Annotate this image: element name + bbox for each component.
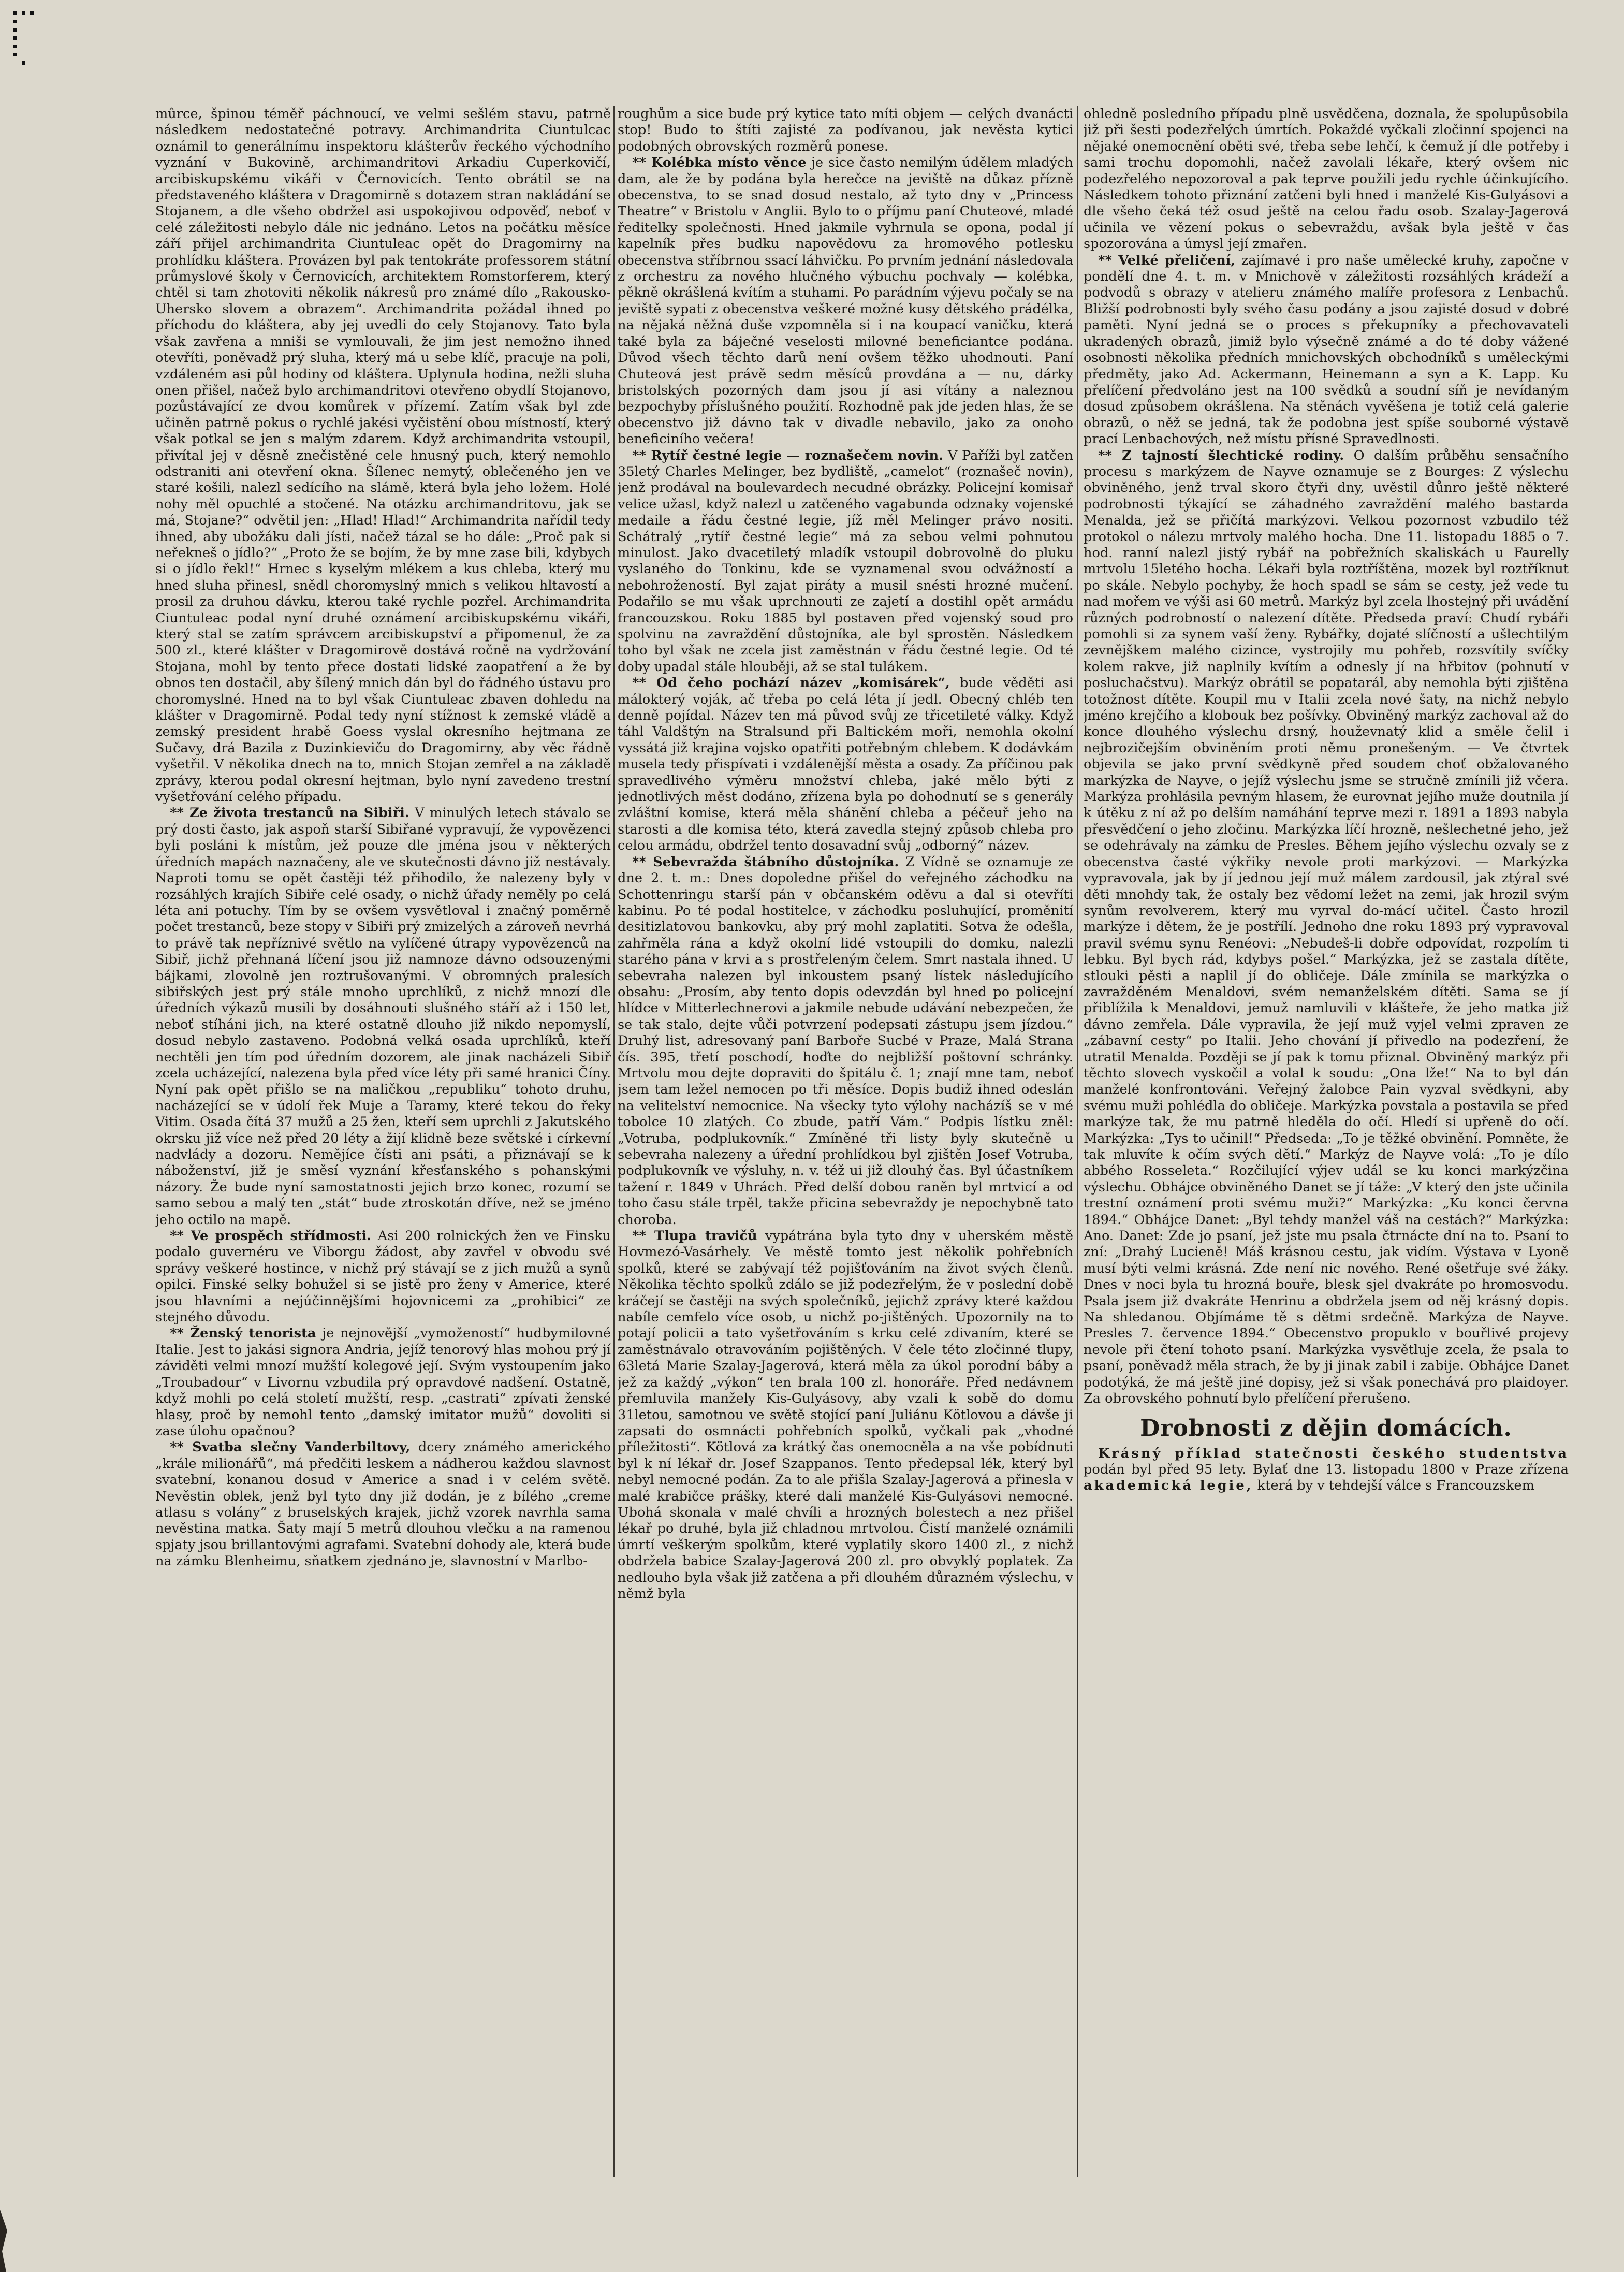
column-1 — [155, 106, 611, 2177]
corner-registration-marks — [13, 11, 60, 68]
article-body: podán byl před 95 lety. Bylať dne 13. listopadu 1800 v Praze zřízena — [1084, 1461, 1569, 1477]
heading-text: Kolébka místo věnce — [651, 155, 807, 171]
heading-text: Od čeho pochází název „komisárek“, — [656, 675, 950, 691]
article-continuation: ohledně posledního případu plně usvědčena, doznala, že spolupůsobila již při šesti podezřelých úmrtích. Pokaždé vyčkali zločinní spojenci na nějaké onemocnění oběti své, třeba sebe lehčí, k čemuž jí dle potřeby i sami trochu dopomohli, načež zavolali lékaře, který ovšem nic podezřelého nepozoroval a pak teprve použili jedu rychle účinkujícího. Následkem tohoto přiznání zatčeni byli hned i manželé Kis-Gulyásovi a dle všeho čeká též osud ještě na celou řadu osob. Szalay-Jagerová učinila ve vězení pokus o sebevraždu, avšak byla ještě v čas spozorována a úmysl její zmařen. — [1084, 106, 1569, 252]
article-heading: ** Svatba slečny Vanderbiltovy, — [170, 1439, 411, 1455]
article-heading: ** Kolébka místo věnce — [632, 155, 807, 171]
heading-text: Rytíř čestné legie — roznašečem novin. — [651, 447, 944, 463]
section-title: Drobnosti z dějin domácích. — [1140, 1415, 1512, 1441]
article-female-tenor — [155, 1326, 611, 1439]
article-heading: ** Ženský tenorista — [170, 1326, 316, 1342]
article-body: je nejnovější „vymožeností“ hudbymilovné Italie. Jest to jakási signora Andria, jejíž tenorový hlas mohou prý jí záviděti velmi mnozí mužští kolegové její. Svým vystoupením jako „Troubadour“ v Livornu vzbudila prý opravdové nadšení. Ostatně, když mohli po celá století mužští, resp. „castrati“ zpívati ženské hlasy, proč by nemohl tento „damský imitator mužů“ dovoliti si zase úlohu opačnou? — [155, 1326, 611, 1439]
column-divider — [1077, 106, 1078, 2177]
spaced-text: akademická legie, — [1084, 1478, 1253, 1494]
article-heading: ** Ze života trestanců na Sibiři. — [170, 805, 409, 821]
column-3 — [1084, 106, 1569, 2177]
article-heading: ** Od čeho pochází název „komisárek“, — [632, 675, 950, 691]
article-komisarek — [618, 675, 1073, 854]
article-body: dcery známého amerického „krále milionářů“, má předčiti leskem a nádherou každou slavnost svatební, konanou dosud v Americe a snad i v celém světě. Nevěstin oblek, jenž byl tyto dny již dodán, je z bílého „creme atlasu s volány“ z bruselských krajek, jichž vzorek navrhla sama nevěstina matka. Šaty mají 5 metrů dlouhou vlečku a na ramenou spjaty jsou brillantovými agrafami. Svatební dohody ale, která bude na zámku Blenheimu, sňatkem zjednáno je, slavnostní v Marlbo- — [155, 1439, 611, 1569]
article-noble-family — [1084, 448, 1569, 1407]
article-poisoners — [618, 1228, 1073, 1602]
heading-text: Z tajností šlechtické rodiny. — [1122, 447, 1344, 463]
article-vanderbilt-wedding — [155, 1439, 611, 1569]
column-2 — [618, 106, 1073, 2177]
article-body: vypátrána byla tyto dny v uherském městě Hovmezó-Vasárhely. Ve městě tomto jest několik pohřebních spolků, které se zabývají též pojišťováním na život svých členů. Několika těchto spolků zdálo se již podezřelým, že v poslední době kráčejí se častěji na svých společníků, jejichž zprávy které každou nabíle cemfelo více osob, u nichž po-jištěných. Upozornily na to potají policii a tato vyšetřováním s krku celé zdivaním, které se zaměstnávalo otravováním pojištěných. V čele této zločinné tlupy, 63letá Marie Szalay-Jagerová, která měla za úkol porodní báby a jež za každý „výkon“ ten brala 100 zl. honoráře. Před nedávnem přemluvila manžely Kis-Gulyásovy, aby vzali k sobě do domu 31letou, samotnou ve světě stojící paní Juliánu Kötlovou a dávše ji zapsati do osmnácti pohřebních spolků, vyčkali pak „vhodné příležitosti“. Kötlová za krátký čas onemocněla a na vše pobídnuti byl k ní lékař dr. Josef Szappanos. Tento předepsal lék, který byl nebyl nemocné podán. Za to ale přišla Szalay-Jagerová a přinesla v malé krabičce prášky, které dali manželé Kis-Gulyásovi nemocné. Ubohá skonala v malé chvíli a hrozných bolestech a nez přišel lékař po druhé, byla již chladnou mrtvolou. Čistí manželé oznámili úmrtí veškerým spolkům, které vyplatily skoro 1400 zl., z nichž obdržela babice Szalay-Jagerová 200 zl. pro obvyklý poplatek. Za nedlouho byla však již zatčena a při dlouhém důrazném výslechu, v němž byla — [618, 1228, 1073, 1601]
article-heading: ** Tlupa travičů — [632, 1228, 757, 1244]
article-body: je sice často nemilým údělem mladých dam, ale že by podána byla herečce na jeviště na důkaz přízně obecenstva, to se snad dosud nestalo, až tyto dny v „Princess Theatre“ v Bristolu v Anglii. Bylo to o příjmu paní Chuteové, mladé ředitelky společnosti. Hned jakmile vyhrnula se opona, podal jí kapelník přes budku napovědovu za hromového potlesku obecenstva stříbrnou ssací láhvičku. Po prvním jednání následovala z orchestru za nového hlučného výbuchu pochvaly — kolébka, pěkně okrášlená kvítím a stuhami. Po parádním výjevu počaly se na jeviště sypati z obecenstva veškeré možné kusy dětského prádélka, na nějaká něžná duše vzpomněla si i na koupací vaničku, která také byla za báječné veselosti milovné beneficiantce podána. Důvod všech těchto darů není ovšem těžko uhodnouti. Paní Chuteová jest právě sedm měsíců provdána a — nu, dárky bristolských pozorných dam jsou jí asi vítány a naleznou bezpochyby příslušného použití. Rozhodně pak jde jeden hlas, že se obecenstvo již dávno tak v divadle nebavilo, jako za onoho beneficiního večera! — [618, 155, 1073, 447]
article-heading: ** Z tajností šlechtické rodiny. — [1098, 447, 1344, 463]
article-body: V minulých letech stávalo se prý dosti často, jak aspoň starší Sibiřané vypravují, že vypovězenci byli posláni k místům, jež pouze dle jména jsou v některých úředních mapách naznačeny, ale ve skutečnosti dávno již nestávaly. Naproti tomu se opět častěji též přihodilo, že nalezeny byly v rozsáhlých krajích Sibiře celé osady, o nichž úřady neměly po celá léta ani potuchy. Tím by se ovšem vysvětloval i značný poměrně počet trestanců, beze stopy v Sibiři prý zmizelých a zároveň nevrhá to právě tak nepříznivé světlo na vylíčené útrapy vypovězenců na Sibiř, jichž přehnaná líčení jsou již namnoze dávno odsouzenými bájkami, zlovolně jen roztrušovanými. V obromných pralesích sibiřských jest prý stále mnoho uprchlíků, z nichž mnozí dle úředních výkazů musili by dosáhnouti slušného stáří až i 150 let, neboť stíháni jich, na které ostatně dlouho již nikdo nepomyslí, dosud nebylo zastaveno. Podobná velká osada uprchlíků, kteří nechtěli jen tím pod úředním dozorem, ale jinak nacházeli Sibiř zcela ucházející, nalezena byla před více léty při samé hranici Číny. Nyní pak opět přišlo se na maličkou „republiku“ tohoto druhu, nacházející se v údolí řek Muje a Taramy, které tekou do řeky Vitim. Osada čítá 37 mužů a 25 žen, kteří sem uprchli z Jakutského okrsku již více než před 20 léty a žijí klidně beze světské i církevní nadvlády a dozoru. Nemějíce čísti ani psáti, a přiznávají se k náboženství, již je směsí vyznání křesťanského s pohanskými názory. Že bude nyní samostatnosti jejich brzo konec, rozumí se samo sebou a malý ten „stát“ bude ztroskotán dříve, než se jméno jeho octilo na mapě. — [155, 805, 611, 1228]
article-cradle — [618, 155, 1073, 447]
article-body: Asi 200 rolnických žen ve Finsku podalo guvernéru ve Viborgu žádost, aby zavřel v obvodu své správy veškeré hostince, v nichž prý stávají se z jich mužů a synů opilci. Finské selky bohužel si se jistě pro ženy v Americe, které jsou hlavními a nejúčinnějšími hojovnicemi za „prohibici“ ze stejného důvodu. — [155, 1228, 611, 1326]
article-knight-legion — [618, 448, 1073, 676]
article-heading: ** Ve prospěch střídmosti. — [170, 1228, 371, 1244]
article-temperance — [155, 1228, 611, 1326]
article-officer-suicide — [618, 854, 1073, 1228]
heading-text: Ve prospěch střídmosti. — [191, 1228, 371, 1244]
article-body: zajímavé i pro naše umělecké kruhy, započne v pondělí dne 4. t. m. v Mnichově v záležitosti rozsáhlých krádeží a podvodů s obrazy v atelieru známého malíře profesora z Lenbachů. Bližší podrobnosti byly svého času podány a jsou zajisté dosud v dobré paměti. Nyní jedná se o proces s překupníky a přechovavateli ukradených obrazů, jimiž bylo výsečně známé a do té doby vážené osobnosti několika předních mnichovských obchodníků s uměleckými předměty, jako Ad. Ackermann, Heinemann a syn a K. Lapp. Ku přelíčení předvoláno jest na 100 svědků a soudní síň je nevídaným dosud způsobem okrášlena. Na stěnách vyvěšena je totiž celá galerie obrazů, o něž se jedná, tak že podobna jest spíše souborné výstavě prací Lenbachových, než místu přísné Spravedlnosti. — [1084, 252, 1569, 447]
article-munich-trial — [1084, 253, 1569, 448]
page-edge-mark — [0, 2210, 10, 2272]
article-continuation: mûrce, špinou téměř páchnoucí, ve velmi sešlém stavu, patrně následkem nedostatečné potravy. Archimandrita Ciuntulcac oznámil to generálnímu inspektoru klášterův řeckého východního vyznání v Bukovině, archimandritovi Arkadiu Cuperkovičí, arcibiskupskému vikáři v Černovicích. Tento obrátil se na představeného kláštera v Dragomirně s dotazem stran nakládání se Stojanem, a dle všeho obdržel asi uspokojivou odpověď, neboť v celé záležitosti nebylo dále nic jednáno. Letos na počátku měsíce září přijel archimandrita Ciuntuleac opět do Dragomirny na prohlídku kláštera. Provázen byl pak tentokráte professorem státní průmyslové školy v Černovicích, architektem Romstorferem, který chtěl si tam zhotoviti několik nákresů pro známé dílo „Rakousko-Uhersko slovem a obrazem“. Archimandrita požádal ihned po příchodu do kláštera, aby jej uvedli do cely Stojanovy. Tato byla však zavřena a mniši se vymlouvali, že jim jest nemožno ihned otevříti, poněvadž prý sluha, který má u sebe klíč, pracuje na poli, vzdáleném asi půl hodiny od kláštera. Uplynula hodina, nežli sluha onen přišel, načež bylo archimandritovi otevřeno obydlí Stojanovo, pozůstávající ze dvou komůrek v přízemí. Zatím však byl zde učiněn patrně pokus o rychlé jakési vyčistění obou místností, který však potkal se jen s malým zdarem. Když archimandrita vstoupil, přivítal jej v děsně znečistěné cele hnusný puch, který nemohlo odstraniti ani otevření okna. Šílenec nemytý, oblečeného jen ve staré košili, nalezl sedícího na slámě, která byla jeho ložem. Holé nohy měl opuchlé a stočené. Na otázku archimandritovu, jak se má, Stojane?“ odvětil jen: „Hlad! Hlad!“ Archimandrita nařídil tedy ihned, aby ubožáku dali jísti, načež tázal se ho dále: „Proč pak si neřekneš o jídlo?“ „Proto že se bojím, že by mne zase bili, kdybych si o jídlo řekl!“ Hrnec s kyselým mlékem a kus chleba, který mu hned sluha přinesl, snědl choromyslný mnich s velikou hltavostí a prosil za druhou dávku, kterou také rychle pozřel. Archimandrita Ciuntuleac podal nyní druhé oznámení arcibiskupskému vikáři, který stal se zatím správcem arcibiskupství a připomenul, že za 500 zl., které klášter v Dragomirově dostává ročně na vydržování Stojana, mohl by tento přece dostati lidské zaopatření a že by obnos ten dostačil, aby šílený mnich dán byl do řádného ústavu pro choromyslné. Hned na to byl však Ciuntuleac zbaven dohledu na klášter v Dragomirně. Podal tedy nyní stížnost k zemské vládě a zemský president hrabě Goess vyslal okresního hejtmana ze Sučavy, drá Bazila z Duzinkieviču do Dragomirny, aby věc řádně vyšetřil. V několika dnech na to, mnich Stojan zemřel a na základě zprávy, kterou podal okresní hejtman, bylo nyní zavedeno trestní vyšetřování celého případu. — [155, 106, 611, 805]
article-body: která by v tehdejší válce s Francouzskem — [1257, 1478, 1534, 1494]
article-student-legion — [1084, 1446, 1569, 1494]
article-heading: ** Velké přeličení, — [1098, 252, 1236, 268]
article-body: Z Vídně se oznamuje ze dne 2. t. m.: Dnes dopoledne přišel do veřejného záchodku na Schottenringu starší pán v občanském oděvu a dal si otevříti kabinu. Po té podal hostitelce, v záchodku posluhující, proměnití desitizlatovou bankovku, aby prý mohl zaplatiti. Sotva že odešla, zahřměla rána a když okolní lidé vstoupili do domku, nalezli starého pána v krvi a s prostřeleným čelem. Smrt nastala ihned. U sebevraha nalezen byl inkoustem psaný lístek následujícího obsahu: „Prosím, aby tento dopis odevzdán byl hned po policejní hlídce v Mitterlechnerovi a jakmile nebude udávání nebezpečen, že se tak stalo, dejte vůči potvrzení podepsati zástupu jsem jízdou.“ Druhý list, adresovaný paní Barboře Sucbé v Praze, Malá Strana čís. 395, třetí poschodí, hoďte do nejbližší poštovní schránky. Mrtvolu mou dejte dopraviti do špitálu č. 1; znají mne tam, neboť jsem tam ležel nemocen po tři měsíce. Dopis budiž ihned odeslán na velitelství nemocnice. Na všecky tyto výlohy nacházíš se v mé tobolce 10 zlatých. Co zbude, patří Vám.“ Podpis lístku zněl: „Votruba, podplukovník.“ Zmíněné tři listy byly skutečně u sebevraha nalezeny a úřední prohlídkou byl zjištěn Josef Votruba, podplukovník ve výsluhy, n. v. též ui již dlouhý čas. Byl účastníkem tažení r. 1849 v Uhrách. Před delší dobou raněn byl mrtvicí a od toho času stále trpěl, takže přicina sebevraždy je nepochybně tato choroba. — [618, 854, 1073, 1228]
article-heading: ** Rytíř čestné legie — roznašečem novin. — [632, 447, 944, 463]
heading-text: Sebevražda štábního důstojníka. — [653, 854, 899, 870]
article-body: O dalším průběhu sensačního procesu s markýzem de Nayve oznamuje se z Bourges: Z výslechu obviněného, jenž trval skoro čtyři dny, uvěstil důnro ještě některé podrobnosti týkající se záhadného zavraždění malého bastarda Menalda, jež se přičítá markýzovi. Velkou pozornost vzbudilo též protokol o nálezu mrtvoly malého hocha. Dne 11. listopadu 1885 o 7. hod. ranní nalezl jistý rybář na pobřežních skaliskách u Faurelly mrtvolu 15letého hocha. Lékaři byla roztříštěna, mozek byl roztříknut po skále. Nebylo pochyby, že hoch spadl se sám se cesty, jež vede tu nad mořem ve výši asi 60 metrů. Markýz byl zcela lhostejný při uvádění různých podrobností o nalezení dítěte. Předseda praví: Chudí rybáři pomohli si za synem vaší ženy. Rybářky, dojaté slíčností a ušlechtilým zevnějškem malého cizince, vystrojily mu pohřeb, rozsvítily svíčky kolem rakve, již naplnily kvítím a odnesly jí na hřbitov (pohnutí v posluchačstvu). Markýz obrátil se popatarál, aby nemohla býti zjištěna totožnost dítěte. Koupil mu v Italii zcela nové šaty, na nichž nebylo jméno krejčího a klobouk bez pošívky. Obviněný markýz zachoval až do konce dlouhého výslechu drsný, houževnatý klid a směle čelil i nejbrozičejším obviněním proti němu pronešeným. — Ve čtvrtek objevila se jako první svědkyně před soudem choť obžalovaného markýzka de Nayve, o jejíž výslechu jsme se stručně zmínili již včera. Markýza prohlásila pevným hlasem, že eurovnat jejího muže doutnila jí k útěku z ní až po delším namáhání teprve mezi r. 1891 a 1893 nabyla přesvědčení o jeho zločinu. Markýzka líčí hrozně, nešlechetné jeho, jež se odehrávaly na zámku de Presles. Během jejího výslechu ozvaly se z obecenstva časté výkřiky nevole proti markýzovi. — Markýzka vypravovala, jak by jí jednou její muž málem zardousil, jak ztýral své děti mnohdy tak, že ostaly bez vědomí ležet na zemi, jak hrozil svým synům revolverem, který mu vyrval do-mácí učitel. Často hrozil markýze i dětem, že je postřílí. Jednoho dne roku 1893 prý vypravoval pravil svému synu Renéovi: „Nebudeš-li dobře odpovídat, rozpolím ti lebku. Byl bych rád, kdybys pošel.“ Markýzka, jež se zastala dítěte, stlouki pěsti a naplil jí do obličeje. Dále zmínila se markýzka o zavražděném Menaldovi, svém nemanželském dítěti. Sama se jí přiblížila k Menaldovi, jemuž namluvili v klášteře, že jeho matka již dávno zemřela. Dále vypravila, že její muž vyjel velmi zpraven ze „zábavní cesty“ po Italii. Jeho chování jí přivedlo na podezření, že utratil Menalda. Později se jí pak k tomu přiznal. Obviněný markýz při těchto slovech vyskočil a volal k soudu: „Ona lže!“ Na to byl dán manželé konfrontováni. Veřejný žalobce Pain vyzval svědkyni, aby svému muži pohlédla do obličeje. Markýzka povstala a postavila se před markýze tak, že mu patrně hleděla do očí. Hledí si upřeně do očí. Markýzka: „Tys to učinil!“ Předseda: „To je těžké obvinění. Pomněte, že tak mluvíte k očím svých dětí.“ Markýz de Nayve volá: „To je dílo abbého Rosseleta.“ Rozčilující výjev udál se ku konci markýzčina výslechu. Obhájce obviněného Danet se jí táže: „V který den jste učinila trestní oznámení proti svému muži?“ Markýzka: „Ku konci června 1894.“ Obhájce Danet: „Byl tehdy manžel váš na cestách?“ Markýzka: Ano. Danet: Zde jo psaní, jež jste mu psala čtrnácte dní na to. Psaní to zní: „Drahý Lucieně! Máš krásnou cestu, jak vidím. Výstava v Lyoně musí býti velmi krásná. Zde není nic nového. René ošetřuje své žáky. Dnes v noci byla tu hrozná bouře, blesk sjel dvakráte po hromosvodu. Psala jsem již dvakráte Henrinu a obdržela jsem od něj krásný dopis. Na shledanou. Objímáme tě s dětmi srdečně. Markýza de Nayve. Presles 7. července 1894.“ Obecenstvo propuklo v bouřlivé projevy nevole při čtení tohoto psaní. Markýzka vysvětluje zcela, že psala to psaní, poněvadž měla strach, že by ji jinak zabil i zabije. Obhájce Danet podotýká, že má ještě jiné dopisy, jež si však ponechává pro plaidoyer. Za obrovského pohnutí bylo přelíčení přerušeno. — [1084, 447, 1569, 1407]
article-continuation: roughům a sice bude prý kytice tato míti objem — celých dvanácti stop! Budo to štíti zajisté za podívanou, jak nevěsta kytici podobných obrovských rozměrů ponese. — [618, 106, 1073, 154]
heading-text: Velké přeličení, — [1118, 252, 1236, 268]
text-columns — [155, 106, 1569, 2177]
article-body: V Paříži byl zatčen 35letý Charles Melinger, bez bydliště, „camelot“ (roznašeč novin), jenž prodával na boulevardech necudné obrázky. Policejní komisař velice užasl, když nalezl u zatčeného vagabunda odznaky vojenské medaile a řádu čestné legie, jíž měl Melinger právo nositi. Schátralý „rytíř čestné legie“ má za sebou velmi pohnutou minulost. Jako dvacetiletý mladík vstoupil dobrovolně do pluku vyslaného do Tonkinu, kde se vyznamenal svou odvážností a nebohrožeností. Byl zajat piráty a musil snésti hrozné mučení. Podařilo se mu však uprchnouti ze zajetí a dostihl opět armádu francouzskou. Roku 1885 byl postaven před vojenský soud pro spolvinu na zavraždění důstojníka, ale byl sprostěn. Následkem toho byl však ne zcela jist zaměstnán v řádu čestné legie. Od té doby upadal stále hlouběji, až se stal tulákem. — [618, 447, 1073, 675]
spaced-text: Krásný příklad statečnosti českého studentstva — [1098, 1445, 1569, 1461]
article-body: bude věděti asi málokterý voják, ač třeba po celá léta jí jedl. Obecný chléb ten denně pojídal. Název ten má původ svůj ze třicetileté války. Když táhl Valdštýn na Stralsund při Baltickém moři, nemohla okolní vyssátá již krajina vojsko opatřiti potřebným chlebem. K dodávkám musela tedy přispívati i vzdálenější města a osady. Za příčinou pak spravedlivého výměru množství chleba, jaké mělo býti z jednotlivých měst dodáno, zřízena byla po dohodnutí se s generály zvláštní komise, která měla shánění chleba a péčeuř jeho na starosti a dle komisa této, která zavedla stejný způsob chleba pro celou armádu, obdržel tento dosavadní svůj „odborný“ název. — [618, 675, 1073, 854]
article-heading: ** Sebevražda štábního důstojníka. — [632, 854, 899, 870]
heading-text: Ze života trestanců na Sibiři. — [189, 805, 409, 821]
heading-text: Tlupa travičů — [654, 1228, 757, 1244]
column-divider — [613, 106, 615, 2177]
heading-text: Svatba slečny Vanderbiltovy, — [192, 1439, 411, 1455]
heading-text: Ženský tenorista — [190, 1326, 316, 1342]
article-prison-siberia — [155, 805, 611, 1228]
